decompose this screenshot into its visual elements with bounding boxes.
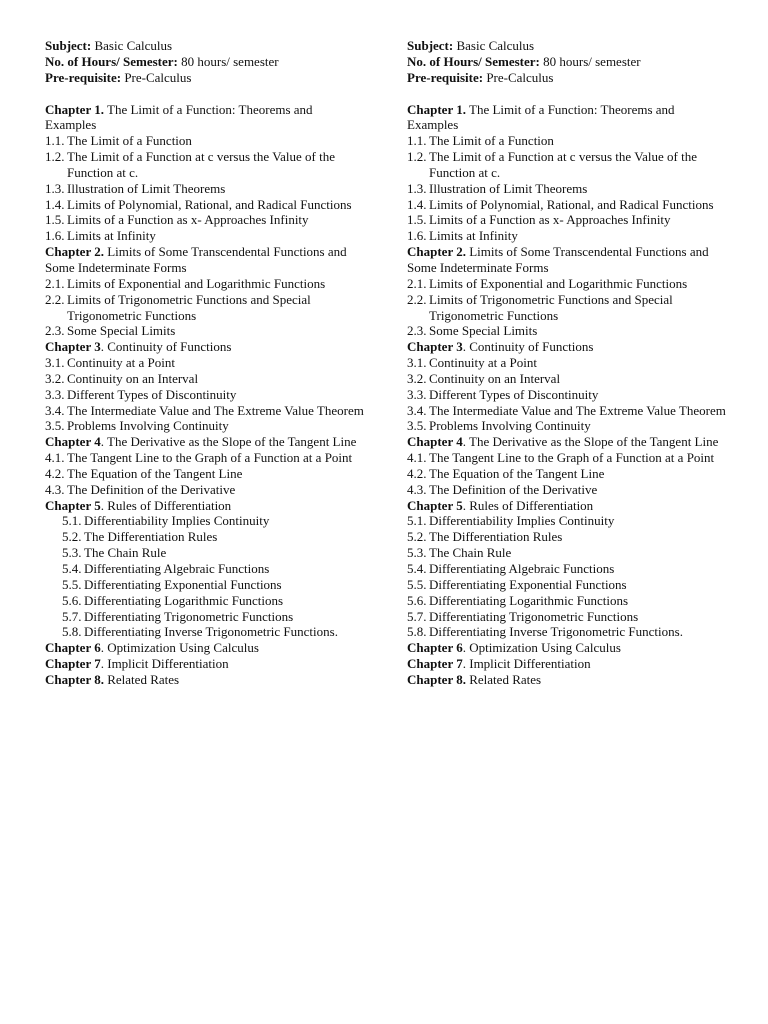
topic-title: Differentiating Algebraic Functions	[84, 561, 270, 576]
topic-number: 3.3.	[407, 386, 427, 402]
subject-label: Subject:	[45, 38, 92, 53]
chapter-label: Chapter 3	[407, 339, 463, 355]
topic-item	[45, 355, 365, 371]
chapter-title: . Rules of Differentiation	[100, 497, 232, 513]
topic-item	[45, 212, 365, 228]
topic-title: The Intermediate Value and The Extreme Value Theorem	[67, 402, 364, 418]
chapter-heading	[45, 656, 365, 672]
chapter-heading	[45, 640, 365, 656]
chapter-label: Chapter 5	[407, 497, 463, 513]
topic-number: 5.1.	[407, 513, 427, 529]
chapter-items	[407, 133, 727, 244]
topic-number: 5.3.	[62, 545, 82, 561]
chapter-heading	[45, 244, 365, 276]
topic-item	[407, 593, 727, 609]
topic-title: Problems Involving Continuity	[429, 418, 591, 434]
topic-title: Limits at Infinity	[429, 228, 518, 244]
chapter-label: Chapter 2.	[45, 244, 104, 260]
topic-title: The Limit of a Function at c versus the Value of the Function at c.	[67, 149, 335, 180]
topic-number: 1.1.	[407, 133, 427, 149]
topic-number: 4.1.	[407, 450, 427, 466]
chapter-label: Chapter 6	[45, 640, 101, 656]
chapter-title: Related Rates	[465, 671, 542, 687]
prerequisite-label: Pre-requisite:	[45, 69, 122, 85]
topic-item	[407, 513, 727, 529]
topic-title: Differentiating Inverse Trigonometric Functions.	[429, 624, 683, 640]
hours-value: 80 hours/ semester	[181, 53, 279, 69]
topic-title: Differentiability Implies Continuity	[429, 513, 615, 529]
topic-number: 5.8.	[407, 624, 427, 640]
topic-title: Continuity at a Point	[429, 355, 537, 371]
topic-number: 2.2.	[407, 291, 427, 307]
topic-title: Illustration of Limit Theorems	[67, 180, 226, 196]
topic-number: 1.4.	[45, 196, 65, 212]
topic-number: 4.1.	[45, 450, 65, 466]
topic-number: 5.8.	[62, 624, 82, 640]
topic-number: 1.5.	[407, 212, 427, 228]
chapter-heading	[45, 434, 365, 450]
topic-title: The Equation of the Tangent Line	[67, 465, 243, 481]
spacer	[45, 86, 365, 102]
hours-line	[45, 54, 365, 70]
topic-number: 1.3.	[407, 180, 427, 196]
topic-number: 2.1.	[45, 275, 65, 291]
hours-line	[407, 54, 727, 70]
topic-number: 2.3.	[407, 323, 427, 339]
topic-item	[407, 466, 727, 482]
chapter-label: Chapter 1.	[407, 101, 466, 117]
chapter-title: Limits of Some Transcendental Functions and Some Indeterminate Forms	[45, 244, 347, 275]
chapter-label: Chapter 7	[407, 656, 463, 672]
topic-number: 3.2.	[407, 370, 427, 386]
topic-title: The Definition of the Derivative	[429, 481, 598, 497]
chapter-heading	[407, 640, 727, 656]
topic-item	[407, 403, 727, 419]
topic-number: 5.4.	[62, 561, 82, 576]
topic-number: 1.4.	[407, 196, 427, 212]
chapter-items	[407, 450, 727, 498]
chapter-heading	[407, 434, 727, 450]
topic-item	[407, 577, 727, 593]
topic-item	[407, 228, 727, 244]
topic-title: Different Types of Discontinuity	[429, 386, 599, 402]
chapter-heading	[407, 102, 727, 134]
topic-title: Limits of Trigonometric Functions and Special Trigonometric Functions	[67, 291, 311, 323]
hours-label: No. of Hours/ Semester:	[407, 53, 540, 69]
chapter-label: Chapter 1.	[45, 101, 104, 117]
topic-number: 1.6.	[407, 228, 427, 244]
topic-item	[407, 149, 727, 181]
topic-item	[407, 355, 727, 371]
topic-item	[407, 529, 727, 545]
chapter-title: Related Rates	[103, 671, 180, 687]
topic-item	[45, 292, 365, 324]
topic-number: 5.2.	[62, 529, 82, 545]
chapter-label: Chapter 6	[407, 640, 463, 656]
topic-item	[407, 133, 727, 149]
chapter-title: . Continuity of Functions	[100, 339, 232, 355]
chapter-title: . Continuity of Functions	[462, 339, 594, 355]
topic-number: 4.3.	[407, 481, 427, 497]
topic-item	[407, 292, 727, 324]
topic-number: 3.4.	[45, 402, 65, 418]
topic-item	[45, 149, 365, 181]
topic-title: The Limit of a Function at c versus the Value of the Function at c.	[429, 149, 697, 180]
hours-value: 80 hours/ semester	[543, 53, 641, 69]
topic-title: The Chain Rule	[84, 545, 167, 561]
topic-number: 5.3.	[407, 545, 427, 561]
topic-number: 5.7.	[62, 608, 82, 624]
topic-item	[45, 403, 365, 419]
topic-item	[45, 609, 365, 625]
chapter-title: . Implicit Differentiation	[100, 656, 229, 672]
topic-item	[45, 133, 365, 149]
topic-number: 3.3.	[45, 386, 65, 402]
topic-title: The Tangent Line to the Graph of a Function at a Point	[67, 450, 353, 466]
topic-title: Limits of a Function as x- Approaches Infinity	[429, 212, 671, 228]
topic-number: 5.6.	[62, 592, 82, 608]
topic-item	[45, 561, 365, 577]
topic-number: 1.2.	[407, 149, 427, 165]
topic-item	[45, 545, 365, 561]
spacer	[407, 86, 727, 102]
chapter-title: . Rules of Differentiation	[462, 497, 594, 513]
topic-number: 3.1.	[45, 355, 65, 371]
topic-item	[407, 545, 727, 561]
chapter-heading	[407, 672, 727, 688]
topic-item	[407, 387, 727, 403]
chapter-heading	[407, 244, 727, 276]
chapter-label: Chapter 3	[45, 339, 101, 355]
chapter-label: Chapter 8.	[45, 671, 104, 687]
topic-title: Differentiating Exponential Functions	[429, 576, 627, 592]
syllabus-column-left	[45, 38, 365, 688]
chapter-title: . Optimization Using Calculus	[100, 640, 259, 656]
topic-item	[45, 197, 365, 213]
topic-number: 2.2.	[45, 291, 65, 307]
topic-number: 4.3.	[45, 481, 65, 497]
chapter-title: The Limit of a Function: Theorems and Examples	[407, 101, 675, 133]
topic-item	[407, 212, 727, 228]
chapter-label: Chapter 4	[45, 434, 101, 450]
topic-item	[407, 418, 727, 434]
topic-number: 3.2.	[45, 370, 65, 386]
topic-number: 2.1.	[407, 275, 427, 291]
topic-title: Continuity on an Interval	[67, 370, 199, 386]
prerequisite-value: Pre-Calculus	[124, 69, 192, 85]
chapter-label: Chapter 2.	[407, 244, 466, 260]
topic-title: Limits of Polynomial, Rational, and Radical Functions	[429, 196, 714, 212]
topic-number: 1.6.	[45, 228, 65, 244]
subject-value: Basic Calculus	[94, 38, 173, 53]
topic-title: Illustration of Limit Theorems	[429, 180, 588, 196]
topic-number: 5.6.	[407, 592, 427, 608]
topic-title: The Equation of the Tangent Line	[429, 465, 605, 481]
topic-title: Differentiating Logarithmic Functions	[84, 592, 284, 608]
prerequisite-line	[407, 70, 727, 86]
chapter-label: Chapter 8.	[407, 671, 466, 687]
chapter-items	[45, 355, 365, 434]
topic-title: The Definition of the Derivative	[67, 481, 236, 497]
topic-item	[45, 513, 365, 529]
chapter-title: . The Derivative as the Slope of the Tangent Line	[462, 434, 719, 450]
topic-item	[45, 418, 365, 434]
chapter-items	[45, 450, 365, 498]
chapter-heading	[407, 339, 727, 355]
topic-item	[45, 577, 365, 593]
chapter-heading	[45, 102, 365, 134]
chapter-items	[407, 513, 727, 640]
subject-line	[45, 38, 365, 54]
topic-number: 3.5.	[407, 418, 427, 434]
topic-item	[407, 482, 727, 498]
topic-item	[407, 624, 727, 640]
topic-number: 5.5.	[407, 576, 427, 592]
chapter-label: Chapter 5	[45, 497, 101, 513]
topic-title: Problems Involving Continuity	[67, 418, 229, 434]
topic-item	[45, 450, 365, 466]
topic-title: Differentiating Trigonometric Functions	[429, 608, 639, 624]
topic-item	[45, 624, 365, 640]
chapter-heading	[407, 498, 727, 514]
topic-title: The Limit of a Function	[67, 133, 192, 149]
topic-title: The Intermediate Value and The Extreme Value Theorem	[429, 402, 726, 418]
topic-title: Different Types of Discontinuity	[67, 386, 237, 402]
prerequisite-label: Pre-requisite:	[407, 69, 484, 85]
topic-number: 5.5.	[62, 576, 82, 592]
topic-number: 4.2.	[45, 465, 65, 481]
topic-title: Differentiating Logarithmic Functions	[429, 592, 629, 608]
topic-item	[407, 561, 727, 577]
topic-number: 2.3.	[45, 323, 65, 339]
topic-title: Differentiating Algebraic Functions	[429, 561, 615, 576]
topic-number: 5.4.	[407, 561, 427, 576]
chapter-title: The Limit of a Function: Theorems and Examples	[45, 101, 313, 133]
topic-item	[407, 197, 727, 213]
topic-item	[407, 450, 727, 466]
subject-value: Basic Calculus	[456, 38, 535, 53]
prerequisite-value: Pre-Calculus	[486, 69, 554, 85]
topic-title: Differentiating Inverse Trigonometric Functions.	[84, 624, 338, 640]
topic-title: Differentiability Implies Continuity	[84, 513, 270, 529]
topic-number: 3.4.	[407, 402, 427, 418]
topic-title: Limits of Exponential and Logarithmic Functions	[67, 275, 326, 291]
topic-title: Some Special Limits	[429, 323, 538, 339]
topic-title: The Differentiation Rules	[84, 529, 218, 545]
topic-item	[45, 323, 365, 339]
chapter-heading	[45, 672, 365, 688]
topic-title: Limits of Polynomial, Rational, and Radical Functions	[67, 196, 352, 212]
topic-title: Continuity at a Point	[67, 355, 175, 371]
topic-item	[407, 181, 727, 197]
topic-item	[45, 387, 365, 403]
topic-title: Differentiating Trigonometric Functions	[84, 608, 294, 624]
chapter-items	[45, 276, 365, 339]
topic-item	[407, 323, 727, 339]
chapter-items	[407, 355, 727, 434]
chapter-title: . Implicit Differentiation	[462, 656, 591, 672]
topic-number: 3.1.	[407, 355, 427, 371]
topic-item	[407, 276, 727, 292]
topic-number: 5.1.	[62, 513, 82, 529]
subject-label: Subject:	[407, 38, 454, 53]
topic-item	[45, 181, 365, 197]
topic-title: Limits at Infinity	[67, 228, 156, 244]
topic-number: 3.5.	[45, 418, 65, 434]
topic-number: 5.7.	[407, 608, 427, 624]
topic-title: Limits of Exponential and Logarithmic Functions	[429, 275, 688, 291]
chapter-title: Limits of Some Transcendental Functions and Some Indeterminate Forms	[407, 244, 709, 275]
topic-title: Some Special Limits	[67, 323, 176, 339]
topic-number: 1.5.	[45, 212, 65, 228]
topic-item	[407, 371, 727, 387]
topic-title: The Limit of a Function	[429, 133, 554, 149]
chapter-title: . The Derivative as the Slope of the Tangent Line	[100, 434, 357, 450]
chapter-items	[45, 513, 365, 640]
topic-item	[45, 276, 365, 292]
topic-title: The Differentiation Rules	[429, 529, 563, 545]
prerequisite-line	[45, 70, 365, 86]
chapter-heading	[45, 339, 365, 355]
chapter-label: Chapter 7	[45, 656, 101, 672]
chapter-label: Chapter 4	[407, 434, 463, 450]
topic-title: Limits of a Function as x- Approaches Infinity	[67, 212, 309, 228]
topic-item	[45, 593, 365, 609]
topic-number: 5.2.	[407, 529, 427, 545]
chapter-items	[407, 276, 727, 339]
topic-title: The Chain Rule	[429, 545, 512, 561]
topic-title: Differentiating Exponential Functions	[84, 576, 282, 592]
chapter-items	[45, 133, 365, 244]
topic-item	[45, 466, 365, 482]
topic-item	[45, 482, 365, 498]
topic-number: 1.3.	[45, 180, 65, 196]
topic-title: The Tangent Line to the Graph of a Function at a Point	[429, 450, 715, 466]
chapter-heading	[45, 498, 365, 514]
chapter-heading	[407, 656, 727, 672]
topic-number: 1.1.	[45, 133, 65, 149]
chapter-title: . Optimization Using Calculus	[462, 640, 621, 656]
topic-item	[45, 228, 365, 244]
syllabus-column-right	[407, 38, 727, 688]
subject-line	[407, 38, 727, 54]
topic-title: Limits of Trigonometric Functions and Special Trigonometric Functions	[429, 291, 673, 323]
topic-title: Continuity on an Interval	[429, 370, 561, 386]
hours-label: No. of Hours/ Semester:	[45, 53, 178, 69]
topic-item	[45, 371, 365, 387]
topic-item	[45, 529, 365, 545]
topic-number: 4.2.	[407, 465, 427, 481]
topic-item	[407, 609, 727, 625]
topic-number: 1.2.	[45, 149, 65, 165]
